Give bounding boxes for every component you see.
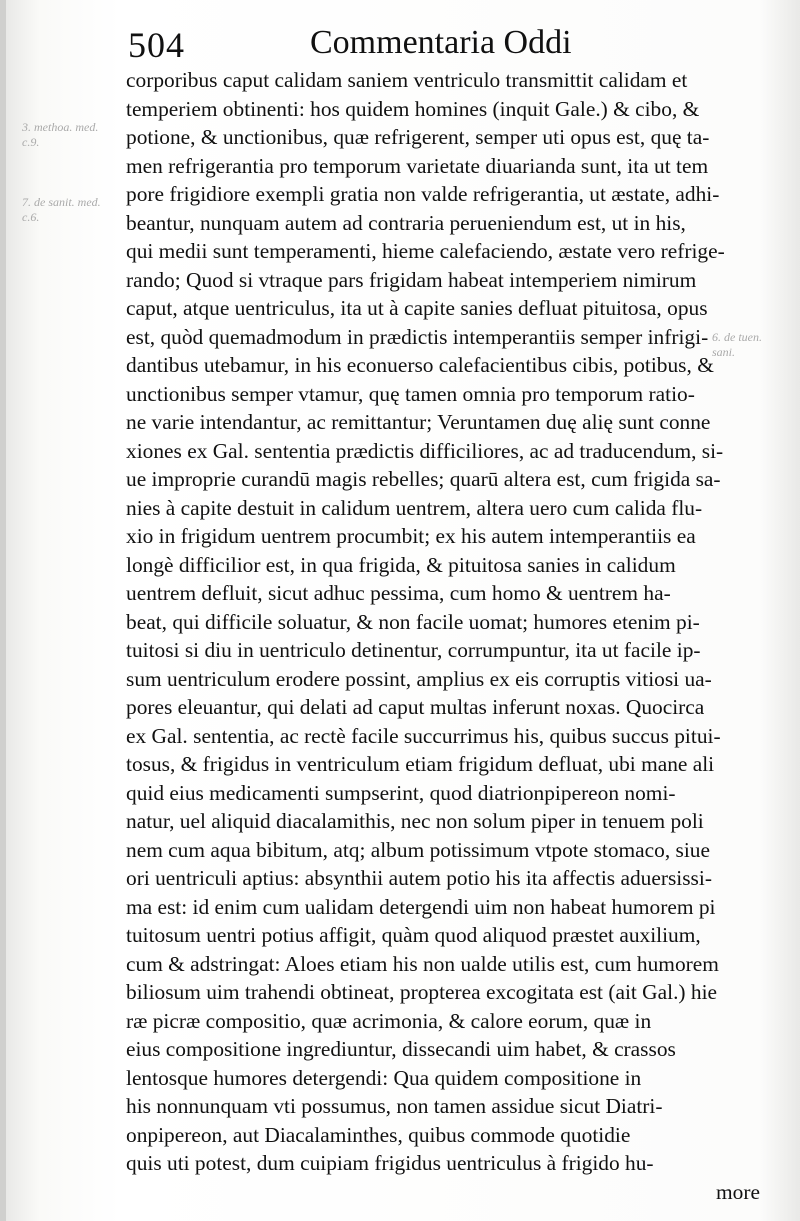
text-line: quid eius medicamenti sumpserint, quod diatrionpipereon nomi- [126,780,676,805]
text-line: rando; Quod si vtraque pars frigidam habeat intemperiem nimirum [126,267,697,292]
text-line: xiones ex Gal. sententia prædictis difficiliores, ac ad traducendum, si- [126,438,724,463]
text-line: caput, atque uentriculus, ita ut à capite sanies defluat pituitosa, opus [126,296,708,320]
margin-note-2: 7. de sanit. med. c.6. [22,195,101,224]
page-number: 504 [128,25,185,65]
text-line: ex Gal. sententia, ac rectè facile succurrimus his, quibus succus pitui- [126,723,721,748]
text-line: men refrigerantia pro temporum varietate diuarianda sunt, ita ut tem [126,153,709,178]
page-edge-shadow [0,0,6,1221]
text-line: pores eleuantur, qui delati ad caput multas inferunt noxas. Quocirca [126,695,705,719]
text-line: pore frigidiore exempli gratia non valde refrigerantia, ut æstate, adhi- [126,182,720,206]
text-line: ræ picræ compositio, quæ acrimonia, & calore eorum, quæ in [126,1008,652,1033]
text-line: beantur, nunquam autem ad contraria perueniendum est, ut in his, [126,210,686,235]
text-line: ma est: id enim cum ualidam detergendi uim non habeat humorem pi [126,894,716,919]
text-line: eius compositione ingrediuntur, dissecandi uim habet, & crassos [126,1037,676,1061]
text-line: onpipereon, aut Diacalaminthes, quibus commode quotidie [126,1122,631,1147]
text-line: lentosque humores detergendi: Qua quidem compositione in [126,1065,642,1090]
text-line: more [716,1179,760,1204]
text-line: unctionibus semper vtamur, quę tamen omnia pro temporum ratio- [126,381,695,406]
text-line: ue improprie curandū magis rebelles; quarū altera est, cum frigida sa- [126,467,721,491]
text-line: nies à capite destuit in calidum uentrem, altera uero cum calida flu- [126,495,703,520]
margin-note-1: 3. methoa. med. c.9. [22,120,99,149]
text-line: ne varie intendantur, ac remittantur; Veruntamen duę alię sunt conne [126,410,711,434]
text-line: biliosum uim trahendi obtineat, propterea excogitata est (ait Gal.) hie [126,980,718,1004]
text-line: tuitosi si diu in uentriculo detinentur, corrumpuntur, ita ut facile ip- [126,638,701,662]
text-line: cum & adstringat: Aloes etiam his non ualde utilis est, cum humorem [126,951,719,976]
text-line: potione, & unctionibus, quæ refrigerent, semper uti opus est, quę ta- [126,125,710,149]
body-text [126,66,766,1206]
text-line: tosus, & frigidus in ventriculum etiam frigidum defluat, ubi mane ali [126,752,715,776]
text-line: uentrem defluit, sicut adhuc pessima, cum homo & uentrem ha- [126,581,671,605]
text-line: nem cum aqua bibitum, atq; album potissimum vtpote stomaco, siue [126,837,711,862]
running-head: Commentaria Oddi [310,24,572,61]
text-line: beat, qui difficile soluatur, & non facile uomat; humores etenim pi- [126,609,700,634]
text-line: his nonnunquam vti possumus, non tamen assidue sicut Diatri- [126,1094,663,1118]
page-header [120,18,740,68]
text-line: longè difficilior est, in qua frigida, & pituitosa sanies in calidum [126,552,676,577]
text-line: corporibus caput calidam saniem ventriculo transmittit calidam et [126,68,688,92]
text-line: natur, uel aliquid diacalamithis, nec non solum piper in tenuem poli [126,809,704,833]
margin-note-3: 6. de tuen. sani. [712,330,762,359]
text-line: est, quòd quemadmodum in prædictis intemperantiis semper infrigi- [126,324,709,349]
text-line: xio in frigidum uentrem procumbit; ex his autem intemperantiis ea [126,524,696,548]
text-line: ori uentriculi aptius: absynthii autem potio his ita affectis aduersissi- [126,866,712,890]
text-line: tuitosum uentri potius affigit, quàm quod aliquod præstet auxilium, [126,923,701,947]
text-line: temperiem obtinenti: hos quidem homines (inquit Gale.) & cibo, & [126,96,700,121]
text-line: qui medii sunt temperamenti, hieme calefaciendo, æstate vero refrige- [126,239,725,263]
text-line: quis uti potest, dum cuipiam frigidus uentriculus à frigido hu- [126,1151,654,1175]
text-line: dantibus utebamur, in his econuerso calefacientibus cibis, potibus, & [126,353,714,377]
text-line: sum uentriculum erodere possint, amplius ex eis corruptis vitiosi ua- [126,666,712,691]
